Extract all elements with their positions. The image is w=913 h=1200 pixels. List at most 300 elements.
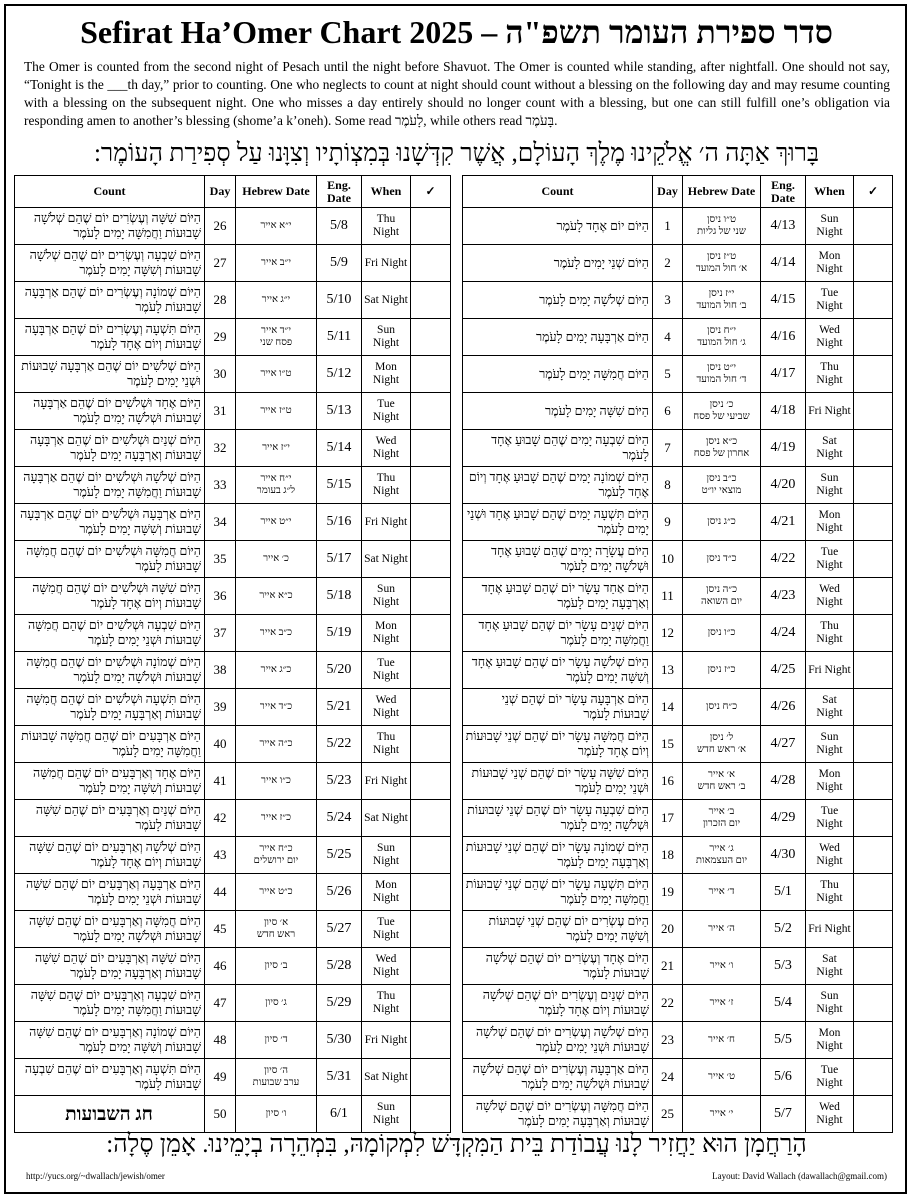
count-text: הַיּוֹם תִּשְׁעָה וְעֶשְׂרִים יוֹם שֶׁהֵם אַרְבָּעָה שָׁבוּעוֹת וְיוֹם אֶחָד לָעֹמֶר <box>15 319 205 356</box>
when-night: Thu Night <box>362 985 411 1022</box>
omer-row <box>15 467 451 504</box>
hebrew-date-note: א׳ ראש חדש <box>696 744 747 755</box>
hebrew-date-main: כ״ב אייר <box>259 627 293 638</box>
count-text: הַיּוֹם שִׁבְעָה וְאַרְבָּעִים יוֹם שֶׁהֵם שִׁשָּׁה שָׁבוּעוֹת וַחֲמִשָּׁה יָמִים לָעֹמֶר <box>15 985 205 1022</box>
when-night: Sat Night <box>806 430 854 467</box>
hebrew-date <box>236 615 317 652</box>
when-night: Sun Night <box>806 985 854 1022</box>
hebrew-date-main: כ״ה ניסן <box>705 584 738 595</box>
hebrew-date <box>236 208 317 245</box>
when-night: Thu Night <box>362 208 411 245</box>
count-text: הַיּוֹם שִׁשָּׁה עָשָׂר יוֹם שֶׁהֵם שְׁנֵי שָׁבוּעוֹת וּשְׁנֵי יָמִים לָעֹמֶר <box>463 763 653 800</box>
day-number: 23 <box>653 1022 683 1059</box>
hebrew-date-note: ג׳ חול המועד <box>697 337 746 348</box>
hebrew-date-main: ד׳ אייר <box>708 886 735 897</box>
hebrew-date-main: כ״ח ניסן <box>705 701 738 712</box>
omer-row <box>463 948 893 985</box>
english-date: 5/14 <box>317 430 362 467</box>
count-text: הַיּוֹם שְׁנַיִם וְעֶשְׂרִים יוֹם שֶׁהֵם שְׁלֹשָׁה שָׁבוּעוֹת וְיוֹם אֶחָד לָעֹמֶר <box>463 985 653 1022</box>
count-text: הַיּוֹם שִׁשָּׁה וְאַרְבָּעִים יוֹם שֶׁהֵם שִׁשָּׁה שָׁבוּעוֹת וְאַרְבָּעָה יָמִים לָעֹמֶר <box>15 948 205 985</box>
checkbox-cell[interactable] <box>854 837 893 874</box>
omer-row <box>463 430 893 467</box>
hebrew-date <box>236 282 317 319</box>
count-text: הַיּוֹם שְׁמוֹנָה עָשָׂר יוֹם שֶׁהֵם שְׁנֵי שָׁבוּעוֹת וְאַרְבָּעָה יָמִים לָעֹמֶר <box>463 837 653 874</box>
hebrew-date <box>683 874 761 911</box>
checkbox-cell[interactable] <box>854 689 893 726</box>
day-number: 24 <box>653 1059 683 1096</box>
hebrew-date-main: ל׳ ניסן <box>709 732 734 743</box>
omer-row <box>15 245 451 282</box>
header-hebrew-date: Hebrew Date <box>236 176 317 208</box>
omer-row <box>15 356 451 393</box>
hebrew-date-main: ו׳ סיון <box>265 1108 287 1119</box>
hebrew-date <box>236 245 317 282</box>
day-number: 33 <box>205 467 236 504</box>
checkbox-cell[interactable] <box>854 985 893 1022</box>
omer-row <box>463 393 893 430</box>
checkbox-cell[interactable] <box>854 245 893 282</box>
when-night: Mon Night <box>806 1022 854 1059</box>
hebrew-date <box>236 467 317 504</box>
hebrew-date <box>683 837 761 874</box>
checkbox-cell[interactable] <box>854 282 893 319</box>
header-count: Count <box>463 176 653 208</box>
hebrew-date-note: יום ירושלים <box>253 855 299 866</box>
hebrew-date <box>236 1059 317 1096</box>
checkbox-cell[interactable] <box>411 874 451 911</box>
checkbox-cell[interactable] <box>411 504 451 541</box>
hebrew-date-main: ד׳ סיון <box>264 1034 288 1045</box>
hebrew-date <box>683 726 761 763</box>
when-night: Sat Night <box>362 282 411 319</box>
when-night: Sun Night <box>806 467 854 504</box>
english-date: 4/20 <box>761 467 806 504</box>
checkbox-cell[interactable] <box>411 911 451 948</box>
english-date: 4/13 <box>761 208 806 245</box>
omer-row <box>463 985 893 1022</box>
page-title: Sefirat Ha’Omer Chart 2025 – סדר ספירת העומר תשפ"ה <box>80 14 833 50</box>
checkbox-cell[interactable] <box>411 985 451 1022</box>
hebrew-date-main: י״ט ניסן <box>706 362 737 373</box>
when-night: Sun Night <box>362 837 411 874</box>
checkbox-cell[interactable] <box>854 467 893 504</box>
count-text: הַיּוֹם שְׁלֹשָׁה וּשְׁלֹשִׁים יוֹם שֶׁהֵם אַרְבָּעָה שָׁבוּעוֹת וַחֲמִשָּׁה יָמִים לָעֹמֶר <box>15 467 205 504</box>
header-day: Day <box>653 176 683 208</box>
checkbox-cell[interactable] <box>854 578 893 615</box>
day-number: 18 <box>653 837 683 874</box>
count-text: הַיּוֹם תִּשְׁעָה וּשְׁלֹשִׁים יוֹם שֶׁהֵם חֲמִשָּׁה שָׁבוּעוֹת וְאַרְבָּעָה יָמִים לָעֹמֶר <box>15 689 205 726</box>
count-text: הַיּוֹם שִׁשָּׁה וּשְׁלֹשִׁים יוֹם שֶׁהֵם חֲמִשָּׁה שָׁבוּעוֹת וְיוֹם אֶחָד לָעֹמֶר <box>15 578 205 615</box>
omer-row <box>15 911 451 948</box>
omer-row <box>463 874 893 911</box>
omer-row <box>463 911 893 948</box>
header-check: ✓ <box>854 176 893 208</box>
day-number: 1 <box>653 208 683 245</box>
hebrew-date-note: ב׳ ראש חדש <box>697 781 746 792</box>
hebrew-date-note: שביעי של פסח <box>693 411 750 422</box>
hebrew-date-main: כ״ו ניסן <box>707 627 736 638</box>
english-date: 4/28 <box>761 763 806 800</box>
english-date: 5/26 <box>317 874 362 911</box>
day-number: 7 <box>653 430 683 467</box>
day-number: 4 <box>653 319 683 356</box>
omer-row <box>15 1022 451 1059</box>
day-number: 30 <box>205 356 236 393</box>
hebrew-date-main: י״א אייר <box>260 220 292 231</box>
hebrew-date-main: כ׳ ניסן <box>709 399 734 410</box>
hebrew-date-note: אחרון של פסח <box>693 448 750 459</box>
checkbox-cell[interactable] <box>411 245 451 282</box>
count-text: הַיּוֹם שִׁבְעָה וְעֶשְׂרִים יוֹם שֶׁהֵם שְׁלֹשָׁה שָׁבוּעוֹת וְשִׁשָּׁה יָמִים לָעֹמֶר <box>15 245 205 282</box>
day-number: 19 <box>653 874 683 911</box>
when-night: Thu Night <box>362 467 411 504</box>
hebrew-date-main: כ״ו אייר <box>261 775 291 786</box>
intro-paragraph: The Omer is counted from the second night of Pesach until the night before Shavuot. The Omer is counted while standing, after nightfall. One should not say, “Tonight is the ___th day,” prior to counting. One who neglects to count at night should count without a blessing on the following day and may resume counting with a blessing on the subsequent night. One who misses a day entirely should no longer count with a blessing, but one can still fulfill one’s obligation via responding amen to another’s blessing (shome’a k’oneh). Some read לָעֹמֶר, while others read בָּעֹמֶר. <box>24 59 890 128</box>
when-night: Tue Night <box>806 1059 854 1096</box>
count-text: הַיּוֹם שִׁבְעָה עָשָׂר יוֹם שֶׁהֵם שְׁנֵי שָׁבוּעוֹת וּשְׁלֹשָׁה יָמִים לָעֹמֶר <box>463 800 653 837</box>
when-night: Fri Night <box>362 245 411 282</box>
footer-url: http://yucs.org/~dwallach/jewish/omer <box>26 1171 165 1181</box>
hebrew-date <box>236 763 317 800</box>
hebrew-date-main: י״ג אייר <box>261 294 291 305</box>
hebrew-date <box>236 356 317 393</box>
checkbox-cell[interactable] <box>411 578 451 615</box>
checkbox-cell[interactable] <box>854 1022 893 1059</box>
hebrew-date <box>683 393 761 430</box>
english-date: 5/2 <box>761 911 806 948</box>
omer-row <box>15 1096 451 1133</box>
checkbox-cell[interactable] <box>854 652 893 689</box>
hebrew-date <box>683 504 761 541</box>
count-text: הַיּוֹם אַרְבָּעָה וְאַרְבָּעִים יוֹם שֶׁהֵם שִׁשָּׁה שָׁבוּעוֹת וּשְׁנֵי יָמִים לָעֹמֶר <box>15 874 205 911</box>
hebrew-date-note: ד׳ חול המועד <box>696 374 747 385</box>
english-date: 5/20 <box>317 652 362 689</box>
english-date: 4/14 <box>761 245 806 282</box>
omer-row <box>15 393 451 430</box>
when-night: Wed Night <box>362 689 411 726</box>
day-number: 6 <box>653 393 683 430</box>
english-date: 5/27 <box>317 911 362 948</box>
hebrew-date-main: ו׳ אייר <box>709 960 734 971</box>
omer-row <box>463 578 893 615</box>
hebrew-date-main: כ״ז ניסן <box>707 664 736 675</box>
omer-row <box>463 837 893 874</box>
english-date: 4/16 <box>761 319 806 356</box>
hebrew-date-main: א׳ סיון <box>263 917 289 928</box>
checkbox-cell[interactable] <box>411 652 451 689</box>
count-text: הַיּוֹם חֲמִשָּׁה עָשָׂר יוֹם שֶׁהֵם שְׁנֵי שָׁבוּעוֹת וְיוֹם אֶחָד לָעֹמֶר <box>463 726 653 763</box>
day-number: 35 <box>205 541 236 578</box>
when-night: Tue Night <box>362 911 411 948</box>
when-night: Mon Night <box>362 874 411 911</box>
omer-row <box>463 245 893 282</box>
omer-row <box>15 1059 451 1096</box>
hebrew-date-main: ח׳ אייר <box>708 1034 735 1045</box>
when-night: Fri Night <box>806 393 854 430</box>
checkbox-cell[interactable] <box>411 393 451 430</box>
checkbox-cell[interactable] <box>411 208 451 245</box>
header-eng-date: Eng. Date <box>317 176 362 208</box>
when-night: Fri Night <box>362 504 411 541</box>
omer-row <box>15 541 451 578</box>
hebrew-date-main: כ״ז אייר <box>260 812 292 823</box>
hebrew-date-main: ג׳ אייר <box>709 843 734 854</box>
count-text: הַיּוֹם שִׁבְעָה יָמִים שֶׁהֵם שָׁבוּעַ אֶחָד לָעֹמֶר <box>463 430 653 467</box>
day-number: 49 <box>205 1059 236 1096</box>
hebrew-date-note: יום השואה <box>700 596 743 607</box>
day-number: 31 <box>205 393 236 430</box>
english-date: 4/30 <box>761 837 806 874</box>
checkbox-cell[interactable] <box>411 356 451 393</box>
checkbox-cell[interactable] <box>854 430 893 467</box>
when-night: Sun Night <box>806 208 854 245</box>
checkbox-cell[interactable] <box>854 1059 893 1096</box>
count-text: הַיּוֹם שְׁלֹשָׁה יָמִים לָעֹמֶר <box>463 282 653 319</box>
checkbox-cell[interactable] <box>854 393 893 430</box>
hebrew-date-main: ב׳ סיון <box>264 960 288 971</box>
english-date: 5/28 <box>317 948 362 985</box>
hebrew-date-note: א׳ חול המועד <box>695 263 748 274</box>
hebrew-date <box>683 948 761 985</box>
when-night: Fri Night <box>362 1022 411 1059</box>
omer-table-left <box>14 175 451 1133</box>
when-night: Wed Night <box>362 948 411 985</box>
hebrew-date-main: י״ד אייר <box>261 325 291 336</box>
checkbox-cell[interactable] <box>854 504 893 541</box>
omer-row <box>15 578 451 615</box>
english-date: 5/29 <box>317 985 362 1022</box>
omer-row <box>15 615 451 652</box>
when-night: Sat Night <box>362 800 411 837</box>
hebrew-date <box>683 245 761 282</box>
checkbox-cell[interactable] <box>854 208 893 245</box>
header-count: Count <box>15 176 205 208</box>
when-night: Wed Night <box>806 837 854 874</box>
hebrew-date-main: ב׳ אייר <box>708 806 735 817</box>
english-date: 4/22 <box>761 541 806 578</box>
checkbox-cell[interactable] <box>854 356 893 393</box>
day-number: 42 <box>205 800 236 837</box>
hebrew-date-main: י״ז אייר <box>262 442 290 453</box>
checkbox-cell[interactable] <box>854 948 893 985</box>
hebrew-date <box>683 615 761 652</box>
omer-row <box>463 319 893 356</box>
day-number: 28 <box>205 282 236 319</box>
hebrew-date-main: כ״ג ניסן <box>707 516 736 527</box>
hebrew-date <box>683 282 761 319</box>
checkbox-cell[interactable] <box>411 430 451 467</box>
day-number: 40 <box>205 726 236 763</box>
checkbox-cell[interactable] <box>854 800 893 837</box>
omer-row <box>15 282 451 319</box>
day-number: 48 <box>205 1022 236 1059</box>
when-night: Mon Night <box>806 763 854 800</box>
day-number: 22 <box>653 985 683 1022</box>
count-text: הַיּוֹם אֶחָד וְעֶשְׂרִים יוֹם שֶׁהֵם שְׁלֹשָׁה שָׁבוּעוֹת לָעֹמֶר <box>463 948 653 985</box>
day-number: 32 <box>205 430 236 467</box>
checkbox-cell[interactable] <box>411 726 451 763</box>
count-text: חג השבועות <box>15 1096 205 1133</box>
hebrew-date <box>683 578 761 615</box>
when-night: Sun Night <box>362 578 411 615</box>
hebrew-date <box>236 1096 317 1133</box>
hebrew-date-main: ג׳ סיון <box>265 997 287 1008</box>
hebrew-date <box>683 800 761 837</box>
english-date: 4/26 <box>761 689 806 726</box>
checkbox-cell[interactable] <box>411 467 451 504</box>
count-text: הַיּוֹם שְׁנֵים עָשָׂר יוֹם שֶׁהֵם שָׁבוּעַ אֶחָד וַחֲמִשָּׁה יָמִים לָעֹמֶר <box>463 615 653 652</box>
hebrew-date-main: ט״ז אייר <box>260 405 292 416</box>
count-text: הַיּוֹם שְׁלֹשָׁה עָשָׂר יוֹם שֶׁהֵם שָׁבוּעַ אֶחָד וְשִׁשָּׁה יָמִים לָעֹמֶר <box>463 652 653 689</box>
checkbox-cell[interactable] <box>411 800 451 837</box>
day-number: 38 <box>205 652 236 689</box>
english-date: 5/16 <box>317 504 362 541</box>
hebrew-date <box>236 430 317 467</box>
checkbox-cell[interactable] <box>854 763 893 800</box>
omer-row <box>15 763 451 800</box>
when-night: Wed Night <box>362 430 411 467</box>
hebrew-date-main: ה׳ אייר <box>708 923 735 934</box>
english-date: 5/12 <box>317 356 362 393</box>
checkbox-cell[interactable] <box>854 319 893 356</box>
day-number: 45 <box>205 911 236 948</box>
hebrew-date <box>236 578 317 615</box>
checkbox-cell[interactable] <box>411 541 451 578</box>
english-date: 5/5 <box>761 1022 806 1059</box>
omer-row <box>463 689 893 726</box>
hebrew-date-main: י״ב אייר <box>261 257 291 268</box>
checkbox-cell[interactable] <box>854 874 893 911</box>
english-date: 5/25 <box>317 837 362 874</box>
count-text: הַיּוֹם תִּשְׁעָה עָשָׂר יוֹם שֶׁהֵם שְׁנֵי שָׁבוּעוֹת וַחֲמִשָּׁה יָמִים לָעֹמֶר <box>463 874 653 911</box>
hebrew-date-main: כ״ד ניסן <box>706 553 737 564</box>
omer-row <box>15 652 451 689</box>
omer-row <box>15 319 451 356</box>
when-night: Mon Night <box>362 615 411 652</box>
when-night: Sat Night <box>806 689 854 726</box>
count-text: הַיּוֹם אַרְבָּעִים יוֹם שֶׁהֵם חֲמִשָּׁה שָׁבוּעוֹת וַחֲמִשָּׁה יָמִים לָעֹמֶר <box>15 726 205 763</box>
omer-row <box>15 430 451 467</box>
day-number: 29 <box>205 319 236 356</box>
english-date: 5/8 <box>317 208 362 245</box>
day-number: 5 <box>653 356 683 393</box>
hebrew-date-note: ערב שבועות <box>252 1077 300 1088</box>
count-text: הַיּוֹם שְׁנֵי יָמִים לָעֹמֶר <box>463 245 653 282</box>
when-night: Tue Night <box>362 652 411 689</box>
hebrew-date-main: ט״ז ניסן <box>706 251 737 262</box>
hebrew-date <box>683 1096 761 1133</box>
header-when: When <box>806 176 854 208</box>
omer-row <box>463 1059 893 1096</box>
hebrew-date-note: ל״ג בעומר <box>256 485 296 496</box>
hebrew-date-main: כ״ד אייר <box>259 701 293 712</box>
count-text: הַיּוֹם חֲמִשָּׁה וְאַרְבָּעִים יוֹם שֶׁהֵם שִׁשָּׁה שָׁבוּעוֹת וּשְׁלֹשָׁה יָמִים לָעֹמֶר <box>15 911 205 948</box>
hebrew-date <box>236 726 317 763</box>
checkbox-cell[interactable] <box>411 319 451 356</box>
day-number: 3 <box>653 282 683 319</box>
checkbox-cell[interactable] <box>854 911 893 948</box>
day-number: 43 <box>205 837 236 874</box>
english-date: 4/27 <box>761 726 806 763</box>
omer-row <box>463 652 893 689</box>
count-text: הַיּוֹם שְׁמוֹנָה וְאַרְבָּעִים יוֹם שֶׁהֵם שִׁשָּׁה שָׁבוּעוֹת וְשִׁשָּׁה יָמִים לָעֹמֶר <box>15 1022 205 1059</box>
count-text: הַיּוֹם שְׁנַיִם וְאַרְבָּעִים יוֹם שֶׁהֵם שִׁשָּׁה שָׁבוּעוֹת לָעֹמֶר <box>15 800 205 837</box>
when-night: Wed Night <box>806 578 854 615</box>
count-text: הַיּוֹם אֶחָד וּשְׁלֹשִׁים יוֹם שֶׁהֵם אַרְבָּעָה שָׁבוּעוֹת וּשְׁלֹשָׁה יָמִים לָעֹמֶר <box>15 393 205 430</box>
checkbox-cell[interactable] <box>411 689 451 726</box>
when-night: Thu Night <box>806 356 854 393</box>
checkbox-cell[interactable] <box>854 541 893 578</box>
header-eng-date: Eng. Date <box>761 176 806 208</box>
hebrew-date <box>236 911 317 948</box>
english-date: 5/19 <box>317 615 362 652</box>
checkbox-cell[interactable] <box>411 1059 451 1096</box>
checkbox-cell[interactable] <box>411 763 451 800</box>
english-date: 5/24 <box>317 800 362 837</box>
hebrew-date <box>683 208 761 245</box>
checkbox-cell[interactable] <box>411 948 451 985</box>
day-number: 11 <box>653 578 683 615</box>
when-night: Mon Night <box>806 245 854 282</box>
day-number: 39 <box>205 689 236 726</box>
checkbox-cell[interactable] <box>854 615 893 652</box>
english-date: 4/29 <box>761 800 806 837</box>
day-number: 16 <box>653 763 683 800</box>
english-date: 5/6 <box>761 1059 806 1096</box>
english-date: 5/21 <box>317 689 362 726</box>
day-number: 21 <box>653 948 683 985</box>
closing-prayer: הָרַחֲמָן הוּא יַחֲזִיר לָנוּ עֲבוֹדַת בֵּית הַמִּקְדָּשׁ לִמְקוֹמָהּ, בִּמְהֵרָה בְיָמֵינוּ. אָמֵן סֶלָה: <box>106 1131 807 1158</box>
checkbox-cell[interactable] <box>411 1096 451 1133</box>
day-number: 20 <box>653 911 683 948</box>
omer-row <box>463 763 893 800</box>
hebrew-date-main: י׳ אייר <box>709 1108 734 1119</box>
day-number: 50 <box>205 1096 236 1133</box>
day-number: 27 <box>205 245 236 282</box>
checkbox-cell[interactable] <box>411 1022 451 1059</box>
checkbox-cell[interactable] <box>411 615 451 652</box>
hebrew-date <box>683 467 761 504</box>
day-number: 25 <box>653 1096 683 1133</box>
hebrew-date-note: פסח שני <box>259 337 293 348</box>
when-night: Sun Night <box>362 319 411 356</box>
hebrew-date <box>236 393 317 430</box>
english-date: 4/21 <box>761 504 806 541</box>
hebrew-date <box>683 319 761 356</box>
day-number: 14 <box>653 689 683 726</box>
count-text: הַיּוֹם שִׁשָּׁה יָמִים לָעֹמֶר <box>463 393 653 430</box>
hebrew-date <box>236 874 317 911</box>
omer-row <box>15 504 451 541</box>
hebrew-date-main: י״ז ניסן <box>708 288 735 299</box>
day-number: 8 <box>653 467 683 504</box>
hebrew-date <box>683 356 761 393</box>
count-text: הַיּוֹם שְׁלֹשִׁים יוֹם שֶׁהֵם אַרְבָּעָה שָׁבוּעוֹת וּשְׁנֵי יָמִים לָעֹמֶר <box>15 356 205 393</box>
table-header-row <box>463 176 893 208</box>
checkbox-cell[interactable] <box>854 726 893 763</box>
hebrew-date-main: כ״ח אייר <box>259 843 293 854</box>
hebrew-date-main: ז׳ אייר <box>709 997 734 1008</box>
english-date: 4/25 <box>761 652 806 689</box>
hebrew-date <box>236 504 317 541</box>
hebrew-date <box>236 837 317 874</box>
checkbox-cell[interactable] <box>411 282 451 319</box>
checkbox-cell[interactable] <box>411 837 451 874</box>
when-night: Wed Night <box>806 319 854 356</box>
checkbox-cell[interactable] <box>854 1096 893 1133</box>
count-text: הַיּוֹם אֶחָד וְאַרְבָּעִים יוֹם שֶׁהֵם חֲמִשָּׁה שָׁבוּעוֹת וְשִׁשָּׁה יָמִים לָעֹמֶר <box>15 763 205 800</box>
hebrew-date-main: כ״א אייר <box>259 590 293 601</box>
